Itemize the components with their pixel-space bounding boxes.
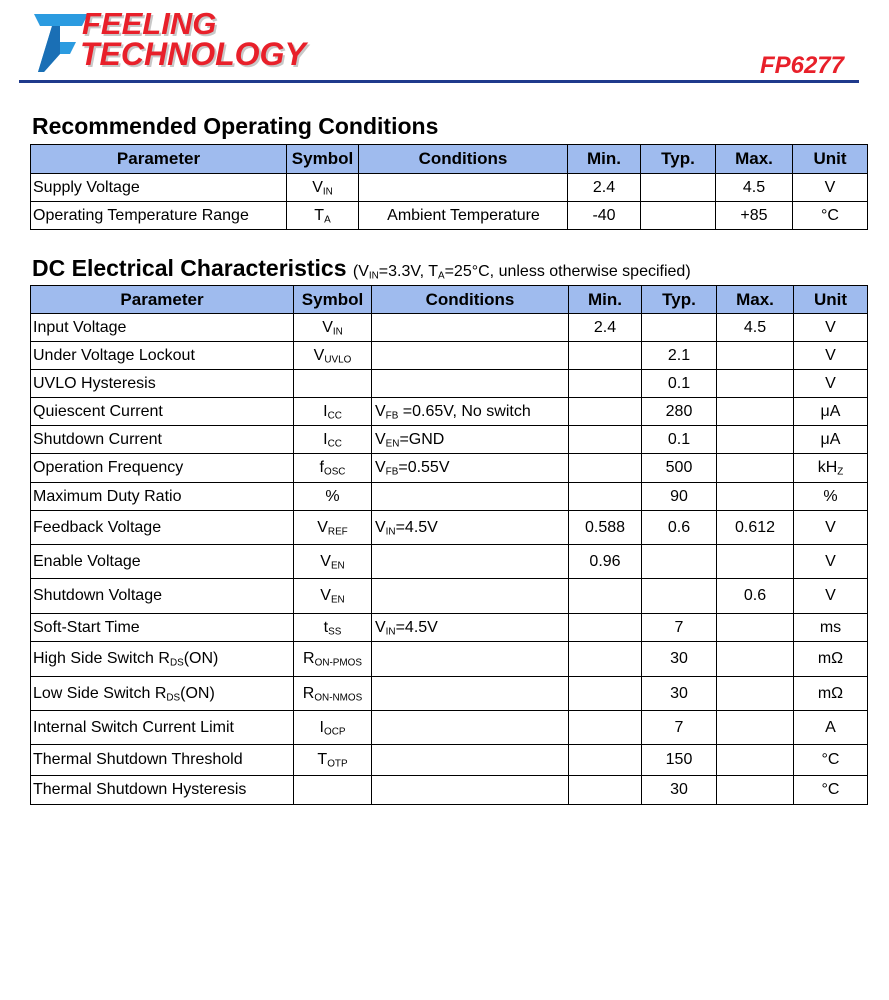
page-header — [0, 0, 889, 90]
min-cell: 2.4 — [569, 314, 642, 342]
max-cell — [717, 426, 794, 454]
table-header-row — [31, 145, 868, 174]
typ-cell — [642, 314, 717, 342]
unit-cell: V — [794, 545, 868, 579]
table-row — [31, 545, 868, 579]
column-header: Min. — [569, 286, 642, 314]
column-header: Symbol — [294, 286, 372, 314]
column-header: Parameter — [31, 145, 287, 174]
parameter-cell: Low Side Switch $R_{DS}(ON)$ — [31, 677, 294, 711]
min-cell — [569, 483, 642, 511]
parameter-cell: Under Voltage Lockout — [31, 342, 294, 370]
table-row — [31, 426, 868, 454]
column-header: Symbol — [287, 145, 359, 174]
min-cell — [569, 579, 642, 614]
parameter-cell: Input Voltage — [31, 314, 294, 342]
unit-cell: V — [793, 174, 868, 202]
symbol-cell: $I_{OCP}$ — [294, 711, 372, 745]
symbol-cell: $V_{EN}$ — [294, 579, 372, 614]
typ-cell — [642, 579, 717, 614]
typ-cell: 2.1 — [642, 342, 717, 370]
unit-cell: A — [794, 711, 868, 745]
conditions-cell: $V_{FB} =0.65V$, No switch — [372, 398, 569, 426]
typ-cell: 500 — [642, 454, 717, 483]
symbol-cell: $f_{OSC}$ — [294, 454, 372, 483]
table-row — [31, 342, 868, 370]
conditions-cell — [372, 483, 569, 511]
max-cell — [717, 745, 794, 776]
max-cell — [717, 776, 794, 805]
table-row — [31, 579, 868, 614]
typ-cell — [641, 202, 716, 230]
parameter-cell: Operation Frequency — [31, 454, 294, 483]
parameter-cell: High Side Switch $R_{DS}(ON)$ — [31, 642, 294, 677]
column-header: Typ. — [641, 145, 716, 174]
typ-cell: 30 — [642, 677, 717, 711]
brand-name-line1: FEELING — [82, 6, 217, 41]
column-header: Conditions — [372, 286, 569, 314]
min-cell: 2.4 — [568, 174, 641, 202]
unit-cell: V — [794, 370, 868, 398]
table-row — [31, 398, 868, 426]
symbol-cell: $t_{SS}$ — [294, 614, 372, 642]
max-cell — [717, 370, 794, 398]
table-row — [31, 314, 868, 342]
max-cell: 4.5 — [717, 314, 794, 342]
parameter-cell: Thermal Shutdown Hysteresis — [31, 776, 294, 805]
unit-cell: ms — [794, 614, 868, 642]
table-row — [31, 677, 868, 711]
conditions-cell — [372, 776, 569, 805]
column-header: Typ. — [642, 286, 717, 314]
max-cell — [717, 454, 794, 483]
column-header: Unit — [794, 286, 868, 314]
typ-cell — [642, 545, 717, 579]
min-cell — [569, 426, 642, 454]
min-cell — [569, 776, 642, 805]
table-row — [31, 745, 868, 776]
unit-cell: mΩ — [794, 642, 868, 677]
conditions-cell: $V_{IN}=4.5V$ — [372, 614, 569, 642]
parameter-cell: Operating Temperature Range — [31, 202, 287, 230]
symbol-cell: $R_{ON-NMOS}$ — [294, 677, 372, 711]
dc-electrical-characteristics-table — [30, 285, 868, 805]
conditions-cell — [372, 745, 569, 776]
dc-title-text: DC Electrical Characteristics — [32, 255, 347, 281]
table-row — [31, 711, 868, 745]
symbol-cell: $R_{ON-PMOS}$ — [294, 642, 372, 677]
typ-cell: 0.6 — [642, 511, 717, 545]
conditions-cell — [372, 342, 569, 370]
parameter-cell: Shutdown Current — [31, 426, 294, 454]
parameter-cell: Supply Voltage — [31, 174, 287, 202]
typ-cell: 0.1 — [642, 370, 717, 398]
symbol-cell: $V_{UVLO}$ — [294, 342, 372, 370]
min-cell — [569, 745, 642, 776]
max-cell — [717, 342, 794, 370]
parameter-cell: Maximum Duty Ratio — [31, 483, 294, 511]
table-row — [31, 614, 868, 642]
typ-cell: 30 — [642, 642, 717, 677]
parameter-cell: Internal Switch Current Limit — [31, 711, 294, 745]
test-conditions-note: ($V_{IN}=3.3V$, $T_A=25^\circ C$, unless otherwise specified) — [352, 263, 691, 282]
unit-cell: V — [794, 342, 868, 370]
max-cell — [717, 483, 794, 511]
unit-cell: μA — [794, 398, 868, 426]
symbol-cell: $T_{OTP}$ — [294, 745, 372, 776]
table-row — [31, 483, 868, 511]
min-cell — [569, 642, 642, 677]
unit-cell: V — [794, 579, 868, 614]
max-cell — [717, 398, 794, 426]
min-cell — [569, 614, 642, 642]
typ-cell: 30 — [642, 776, 717, 805]
symbol-cell: $V_{REF}$ — [294, 511, 372, 545]
symbol-cell — [294, 776, 372, 805]
conditions-cell: Ambient Temperature — [359, 202, 568, 230]
max-cell: +85 — [716, 202, 793, 230]
conditions-cell — [359, 174, 568, 202]
column-header: Max. — [716, 145, 793, 174]
max-cell — [717, 614, 794, 642]
min-cell: 0.588 — [569, 511, 642, 545]
unit-cell: V — [794, 511, 868, 545]
symbol-cell — [294, 370, 372, 398]
symbol-cell: $T_A$ — [287, 202, 359, 230]
typ-cell: 0.1 — [642, 426, 717, 454]
conditions-cell: $V_{IN}=4.5V$ — [372, 511, 569, 545]
unit-cell: °C — [794, 745, 868, 776]
max-cell — [717, 545, 794, 579]
typ-cell: 7 — [642, 614, 717, 642]
conditions-cell — [372, 677, 569, 711]
column-header: Parameter — [31, 286, 294, 314]
unit-cell: °C — [793, 202, 868, 230]
column-header: Max. — [717, 286, 794, 314]
min-cell: 0.96 — [569, 545, 642, 579]
roc-section-title: Recommended Operating Conditions — [32, 113, 439, 139]
max-cell: 0.612 — [717, 511, 794, 545]
typ-cell: 90 — [642, 483, 717, 511]
max-cell — [717, 642, 794, 677]
conditions-cell — [372, 370, 569, 398]
conditions-cell — [372, 642, 569, 677]
parameter-cell: Thermal Shutdown Threshold — [31, 745, 294, 776]
table-row — [31, 511, 868, 545]
table-row — [31, 370, 868, 398]
conditions-cell: $V_{FB}=0.55V$ — [372, 454, 569, 483]
max-cell — [717, 677, 794, 711]
parameter-cell: Feedback Voltage — [31, 511, 294, 545]
unit-cell: V — [794, 314, 868, 342]
header-divider — [19, 80, 859, 83]
typ-cell: 280 — [642, 398, 717, 426]
column-header: Conditions — [359, 145, 568, 174]
column-header: Unit — [793, 145, 868, 174]
unit-cell: $kH_Z$ — [794, 454, 868, 483]
symbol-cell: $V_{IN}$ — [287, 174, 359, 202]
table-row — [31, 642, 868, 677]
unit-cell: μA — [794, 426, 868, 454]
min-cell — [569, 370, 642, 398]
symbol-cell: $V_{IN}$ — [294, 314, 372, 342]
table-row — [31, 776, 868, 805]
dc-section-title — [32, 255, 691, 282]
symbol-cell: $I_{CC}$ — [294, 426, 372, 454]
min-cell — [569, 677, 642, 711]
typ-cell: 150 — [642, 745, 717, 776]
table-row — [31, 174, 868, 202]
table-row — [31, 454, 868, 483]
conditions-cell: $V_{EN}=GND$ — [372, 426, 569, 454]
conditions-cell — [372, 579, 569, 614]
unit-cell: % — [794, 483, 868, 511]
min-cell — [569, 342, 642, 370]
table-row — [31, 202, 868, 230]
conditions-cell — [372, 545, 569, 579]
conditions-cell — [372, 711, 569, 745]
conditions-cell — [372, 314, 569, 342]
column-header: Min. — [568, 145, 641, 174]
parameter-cell: Enable Voltage — [31, 545, 294, 579]
min-cell — [569, 398, 642, 426]
min-cell — [569, 711, 642, 745]
max-cell: 0.6 — [717, 579, 794, 614]
parameter-cell: UVLO Hysteresis — [31, 370, 294, 398]
brand-name-line2: TECHNOLOGY — [80, 36, 306, 72]
symbol-cell: $I_{CC}$ — [294, 398, 372, 426]
max-cell — [717, 711, 794, 745]
recommended-operating-conditions-table — [30, 144, 868, 230]
parameter-cell: Quiescent Current — [31, 398, 294, 426]
min-cell — [569, 454, 642, 483]
symbol-cell: $V_{EN}$ — [294, 545, 372, 579]
max-cell: 4.5 — [716, 174, 793, 202]
parameter-cell: Shutdown Voltage — [31, 579, 294, 614]
table-header-row — [31, 286, 868, 314]
min-cell: -40 — [568, 202, 641, 230]
symbol-cell: % — [294, 483, 372, 511]
typ-cell — [641, 174, 716, 202]
unit-cell: mΩ — [794, 677, 868, 711]
parameter-cell: Soft-Start Time — [31, 614, 294, 642]
typ-cell: 7 — [642, 711, 717, 745]
unit-cell: °C — [794, 776, 868, 805]
part-number: FP6277 — [759, 52, 844, 79]
